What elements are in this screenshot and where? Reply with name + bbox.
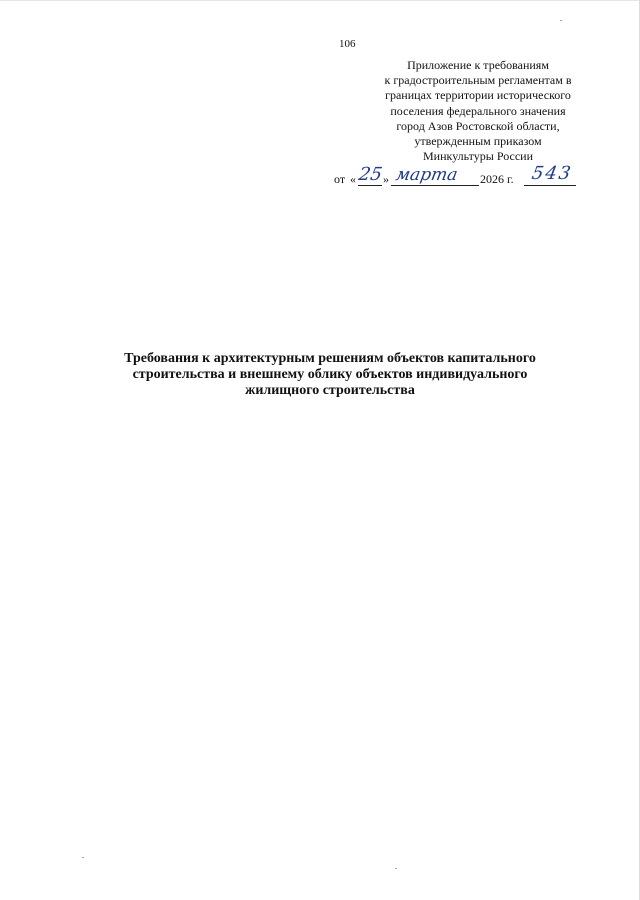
title-line: Требования к архитектурным решениям объектов капитального xyxy=(124,351,536,366)
appendix-line: к градостроительным регламентам в xyxy=(384,73,572,88)
handwritten-month: марта xyxy=(394,165,460,185)
date-prefix: от xyxy=(334,172,346,186)
scan-speck xyxy=(82,857,84,858)
appendix-line: Минкультуры России xyxy=(423,149,533,164)
scan-speck xyxy=(560,20,562,21)
title-line: строительства и внешнему облику объектов индивидуального xyxy=(132,367,528,382)
handwritten-number: 543 xyxy=(530,163,575,184)
scan-top-edge xyxy=(0,0,640,1)
appendix-line: Приложение к требованиям xyxy=(407,58,549,72)
month-underline xyxy=(391,185,479,186)
order-date-line xyxy=(334,163,594,188)
document-title xyxy=(100,351,560,399)
appendix-line: поселения федерального значения xyxy=(390,103,566,118)
day-underline xyxy=(358,185,382,186)
appendix-header xyxy=(365,58,591,164)
page-number: 106 xyxy=(339,38,356,50)
scan-speck xyxy=(395,868,397,869)
quote-open: « xyxy=(350,172,356,186)
appendix-line: город Азов Ростовской области, xyxy=(396,118,560,133)
number-underline xyxy=(524,185,576,186)
quote-close: » xyxy=(383,172,389,186)
appendix-line: границах территории исторического xyxy=(385,88,571,103)
title-line: жилищного строительства xyxy=(245,383,415,398)
year-suffix: 2026 г. xyxy=(480,172,514,186)
handwritten-day: 25 xyxy=(357,164,384,185)
appendix-line: утвержденным приказом xyxy=(414,134,542,149)
